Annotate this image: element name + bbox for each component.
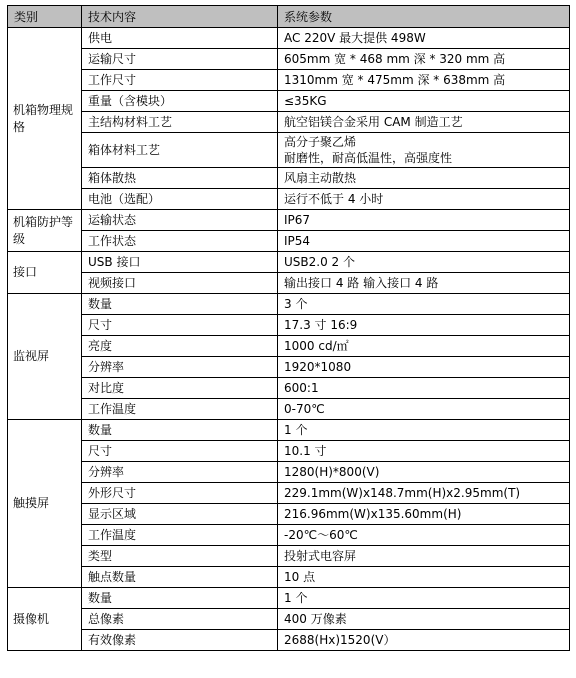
item-cell: 重量（含模块） [82, 91, 278, 112]
item-cell: 供电 [82, 28, 278, 49]
item-cell: 数量 [82, 420, 278, 441]
table-row [8, 357, 570, 378]
value-cell: 10.1 寸 [278, 441, 570, 462]
table-row [8, 567, 570, 588]
value-cell: -20℃～60℃ [278, 525, 570, 546]
item-cell: 工作温度 [82, 525, 278, 546]
value-cell [278, 133, 570, 168]
item-cell: USB 接口 [82, 252, 278, 273]
value-cell: 17.3 寸 16:9 [278, 315, 570, 336]
table-row [8, 546, 570, 567]
spec-table [7, 5, 570, 651]
table-row [8, 483, 570, 504]
table-row [8, 133, 570, 168]
table-row [8, 441, 570, 462]
table-row [8, 462, 570, 483]
value-cell: 1000 cd/㎡ [278, 336, 570, 357]
value-cell: 2688(Hx)1520(V） [278, 630, 570, 651]
item-cell: 电池（选配） [82, 189, 278, 210]
table-row [8, 231, 570, 252]
header-category: 类别 [8, 6, 82, 28]
item-cell: 数量 [82, 294, 278, 315]
item-cell: 外形尺寸 [82, 483, 278, 504]
value-cell: 216.96mm(W)x135.60mm(H) [278, 504, 570, 525]
value-cell: 投射式电容屏 [278, 546, 570, 567]
value-cell: 229.1mm(W)x148.7mm(H)x2.95mm(T) [278, 483, 570, 504]
category-cell: 机箱防护等级 [8, 210, 82, 252]
value-cell: AC 220V 最大提供 498W [278, 28, 570, 49]
table-row [8, 49, 570, 70]
category-cell: 摄像机 [8, 588, 82, 651]
item-cell: 有效像素 [82, 630, 278, 651]
value-cell: 10 点 [278, 567, 570, 588]
item-cell: 总像素 [82, 609, 278, 630]
value-line: 高分子聚乙烯 [284, 135, 357, 149]
value-cell: 输出接口 4 路 输入接口 4 路 [278, 273, 570, 294]
table-row [8, 336, 570, 357]
value-cell: 航空铝镁合金采用 CAM 制造工艺 [278, 112, 570, 133]
table-row [8, 378, 570, 399]
table-row [8, 630, 570, 651]
item-cell: 亮度 [82, 336, 278, 357]
table-row [8, 70, 570, 91]
item-cell: 数量 [82, 588, 278, 609]
header-item: 技术内容 [82, 6, 278, 28]
table-row [8, 28, 570, 49]
header-row [8, 6, 570, 28]
value-cell: 1280(H)*800(V) [278, 462, 570, 483]
item-cell: 分辨率 [82, 357, 278, 378]
header-value: 系统参数 [278, 6, 570, 28]
value-cell: 1310mm 宽 * 475mm 深 * 638mm 高 [278, 70, 570, 91]
table-row [8, 91, 570, 112]
value-cell: 1 个 [278, 420, 570, 441]
value-cell: 605mm 宽 * 468 mm 深 * 320 mm 高 [278, 49, 570, 70]
category-cell: 机箱物理规格 [8, 28, 82, 210]
category-cell: 监视屏 [8, 294, 82, 420]
item-cell: 箱体材料工艺 [82, 133, 278, 168]
item-cell: 主结构材料工艺 [82, 112, 278, 133]
table-row [8, 252, 570, 273]
item-cell: 尺寸 [82, 315, 278, 336]
table-row [8, 609, 570, 630]
table-row [8, 168, 570, 189]
item-cell: 工作状态 [82, 231, 278, 252]
item-cell: 显示区域 [82, 504, 278, 525]
item-cell: 分辨率 [82, 462, 278, 483]
value-cell: IP54 [278, 231, 570, 252]
value-cell: ≤35KG [278, 91, 570, 112]
item-cell: 视频接口 [82, 273, 278, 294]
item-cell: 类型 [82, 546, 278, 567]
category-cell: 触摸屏 [8, 420, 82, 588]
item-cell: 运输状态 [82, 210, 278, 231]
table-row [8, 273, 570, 294]
table-row [8, 504, 570, 525]
item-cell: 对比度 [82, 378, 278, 399]
item-cell: 运输尺寸 [82, 49, 278, 70]
value-cell: IP67 [278, 210, 570, 231]
value-cell: USB2.0 2 个 [278, 252, 570, 273]
category-cell: 接口 [8, 252, 82, 294]
table-row [8, 420, 570, 441]
table-row [8, 525, 570, 546]
spec-body [8, 28, 570, 651]
value-cell: 运行不低于 4 小时 [278, 189, 570, 210]
value-cell: 400 万像素 [278, 609, 570, 630]
table-row [8, 294, 570, 315]
table-row [8, 315, 570, 336]
table-row [8, 399, 570, 420]
item-cell: 尺寸 [82, 441, 278, 462]
item-cell: 触点数量 [82, 567, 278, 588]
value-cell: 600:1 [278, 378, 570, 399]
value-cell: 3 个 [278, 294, 570, 315]
table-row [8, 189, 570, 210]
value-line: 耐磨性，耐高低温性，高强度性 [284, 151, 453, 165]
table-row [8, 112, 570, 133]
table-row [8, 588, 570, 609]
item-cell: 工作尺寸 [82, 70, 278, 91]
value-cell: 1920*1080 [278, 357, 570, 378]
item-cell: 箱体散热 [82, 168, 278, 189]
value-cell: 1 个 [278, 588, 570, 609]
value-cell: 风扇主动散热 [278, 168, 570, 189]
table-row [8, 210, 570, 231]
value-cell: 0-70℃ [278, 399, 570, 420]
item-cell: 工作温度 [82, 399, 278, 420]
